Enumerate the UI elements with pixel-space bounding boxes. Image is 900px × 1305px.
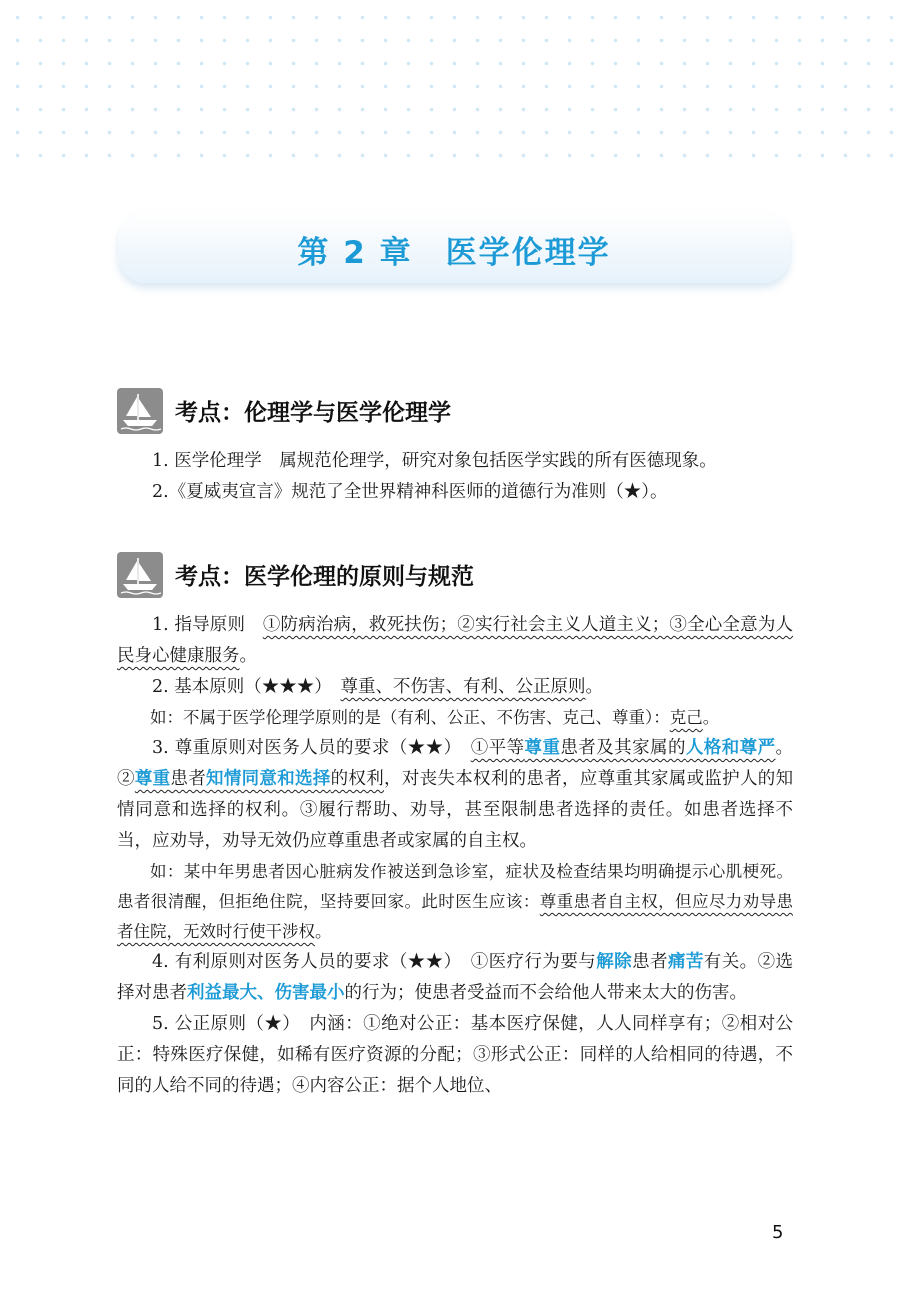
chapter-title: 第 2 章 医学伦理学 [297,235,611,271]
punct: 。 [239,646,257,666]
example-text: 如：不属于医学伦理学原则的是（有利、公正、不伤害、克己、尊重）： [150,708,670,727]
sailboat-icon [117,388,163,434]
highlight: 尊重 [134,769,171,789]
item-label: 1. 指导原则 [152,615,263,635]
item-label: 2. 基本原则（★★★） [152,677,341,697]
highlight: 利益最大 [187,983,257,1003]
example-text: 如：某中年男患者因心脏病发作被送到急诊室，症状及检查结果均明确提示心肌梗死。患者很清醒，但拒绝住院，坚持要回家。此时医生应该： [117,862,793,911]
paragraph-guiding-principle [117,610,793,672]
paragraph-justice-principle: 5. 公正原则（★） 内涵：①绝对公正：基本医疗保健，人人同样享有；②相对公正：特殊医疗保健，如稀有医疗资源的分配；③形式公正：同样的人给相同的待遇，不同的人给不同的待遇；④内容公正：据个人地位、 [117,1014,793,1096]
item-label: 4. 有利原则对医务人员的要求（★★） [152,952,471,972]
paragraph: 1. 医学伦理学 属规范伦理学，研究对象包括医学实践的所有医德现象。 [152,451,717,471]
dot-pattern-header [0,0,900,165]
section-2-body [117,610,793,1102]
highlight: 知情同意和选择 [206,769,331,789]
chapter-banner [118,213,790,283]
text: 的权利 [330,769,385,789]
text: ①平等 [470,738,525,758]
example-1 [117,703,793,733]
text: ①医疗行为要与 [470,952,597,972]
highlight: 伤害最小 [274,983,345,1003]
key-point [135,769,384,789]
paragraph: 2.《夏威夷宣言》规范了全世界精神科医师的道德行为准则（★）。 [152,482,668,502]
paragraph-basic-principle [117,672,793,703]
example-answer: 克己 [669,708,703,727]
page-number: 5 [772,1222,784,1243]
text: ，对丧失本权利的患者，应尊重其家属或监护人的知情同意和选择的权利。③履行帮助、劝导，甚至限制患者选择的责任。如患者选择不当，应劝导，劝导无效仍应尊重患者或家属的自主权。 [117,769,794,851]
punct: 。 [702,708,720,727]
text: 患者 [170,769,207,789]
example-2 [117,857,793,947]
text: 患者 [632,952,668,972]
paragraph-respect-principle [117,733,793,857]
section-title: 考点：伦理学与医学伦理学 [175,400,451,426]
example-answer: 尊重患者自主权，但应尽力劝导患者住院，无效时行使干涉权 [117,892,794,941]
sailboat-icon [117,552,163,598]
section-1-body [117,446,793,508]
paragraph-beneficence-principle [117,947,793,1009]
highlight: 解除 [596,952,633,972]
highlight: 尊重 [524,738,561,758]
text: 有关。②选择对患者 [117,952,794,1003]
text: 。② [117,738,794,789]
key-point: 尊重、不伤害、有利、公正原则 [340,677,586,697]
text: 的行为；使患者受益而不会给他人带来太大的伤害。 [344,983,747,1003]
punct: 。 [585,677,604,697]
highlight: 、 [257,983,275,1003]
punct: 。 [315,922,332,941]
highlight: 人格和尊严 [685,738,776,758]
key-point: ①防病治病，救死扶伤；②实行社会主义人道主义；③全心全意为人民身心健康服务 [117,615,793,666]
section-title: 考点：医学伦理的原则与规范 [175,564,474,590]
highlight: 痛苦 [667,952,704,972]
item-label: 3. 尊重原则对医务人员的要求（★★） [152,738,471,758]
text: 患者及其家属的 [560,738,686,758]
key-point [471,738,776,758]
